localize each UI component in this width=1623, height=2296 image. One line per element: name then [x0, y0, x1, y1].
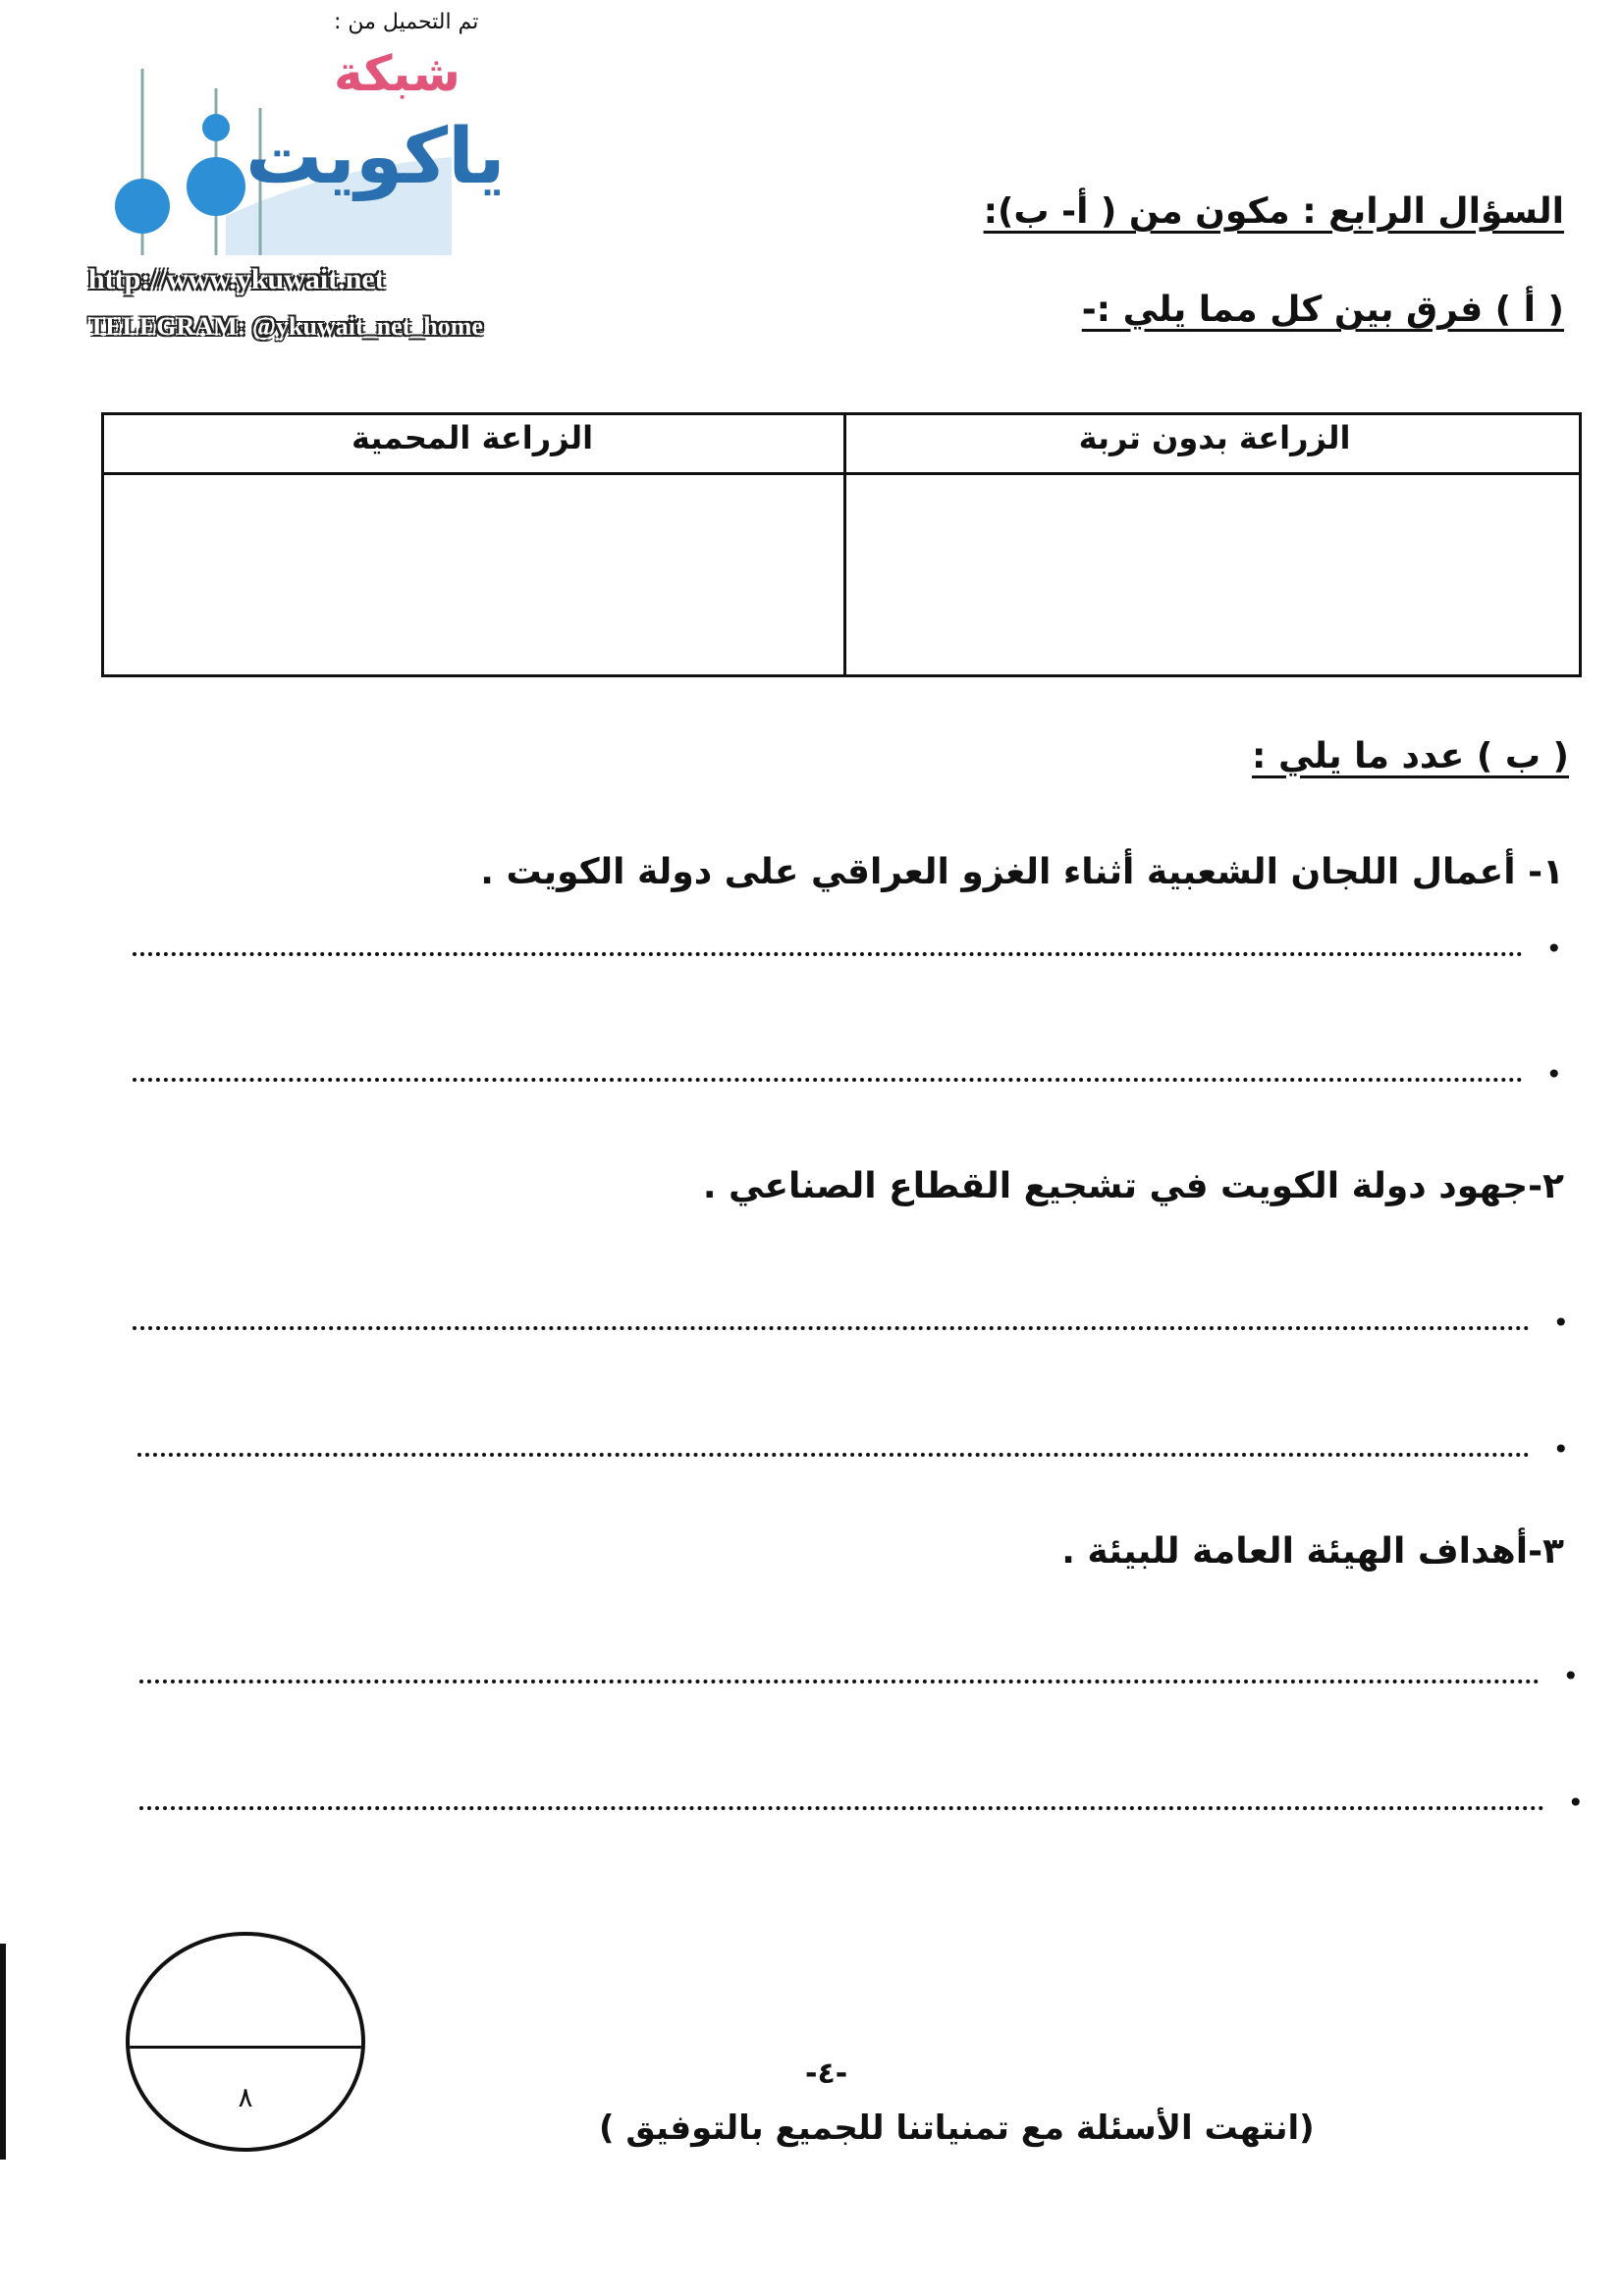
- scan-edge: [0, 1944, 6, 2160]
- bullet-icon: •: [1562, 1660, 1579, 1692]
- answer-line[interactable]: [137, 1435, 1569, 1465]
- bullet-icon: •: [1545, 1058, 1562, 1091]
- answer-line[interactable]: [133, 1308, 1569, 1338]
- bullet-icon: •: [1552, 1433, 1569, 1466]
- table-header-protected-farming: الزراعة المحمية: [351, 419, 594, 456]
- dotted-line: [137, 1453, 1530, 1457]
- bullet-icon: •: [1552, 1307, 1569, 1339]
- dotted-line: [133, 952, 1523, 956]
- closing-note: (انتهت الأسئلة مع تمنياتنا للجميع بالتوفيق ): [599, 2109, 1315, 2148]
- bullet-icon: •: [1545, 933, 1562, 965]
- score-circle: [126, 1932, 365, 2152]
- list-question-3: ٣-أهداف الهيئة العامة للبيئة .: [1061, 1531, 1564, 1572]
- bullet-icon: •: [1567, 1787, 1584, 1819]
- site-logo: [88, 10, 506, 363]
- score-total: ٨: [238, 2081, 253, 2113]
- answer-line[interactable]: [133, 1060, 1562, 1090]
- dotted-line: [139, 1806, 1544, 1810]
- list-question-1: ١- أعمال اللجان الشعبية أثناء الغزو العراقي على دولة الكويت .: [480, 852, 1564, 892]
- list-question-2: ٢-جهود دولة الكويت في تشجيع القطاع الصناعي .: [702, 1166, 1564, 1206]
- dotted-line: [133, 1078, 1523, 1082]
- table-column-divider: [843, 415, 846, 674]
- answer-line[interactable]: [139, 1789, 1584, 1818]
- site-url: http://www.ykuwait.net: [88, 263, 385, 295]
- telegram-handle: TELEGRAM: @ykuwait_net_home: [88, 312, 483, 341]
- comparison-table: [101, 412, 1582, 677]
- part-b-heading: ( ب ) عدد ما يلي :: [1252, 736, 1569, 776]
- table-header-soilless-farming: الزراعة بدون تربة: [1078, 419, 1351, 456]
- download-note: تم التحميل من :: [334, 10, 479, 34]
- question-title: السؤال الرابع : مكون من ( أ- ب):: [983, 191, 1564, 232]
- answer-cell-protected-farming[interactable]: [104, 476, 840, 674]
- dotted-line: [139, 1680, 1540, 1683]
- answer-cell-soilless-farming[interactable]: [850, 476, 1579, 674]
- score-divider: [130, 2046, 361, 2049]
- answer-line[interactable]: [139, 1662, 1579, 1691]
- part-a-heading: ( أ ) فرق بين كل مما يلي :-: [1081, 290, 1564, 330]
- brand-name-label: ياكويت: [245, 113, 506, 201]
- brand-network-label: شبكة: [334, 45, 460, 102]
- answer-line[interactable]: [133, 934, 1562, 964]
- dotted-line: [133, 1326, 1530, 1330]
- page-number: -٤-: [805, 2056, 848, 2091]
